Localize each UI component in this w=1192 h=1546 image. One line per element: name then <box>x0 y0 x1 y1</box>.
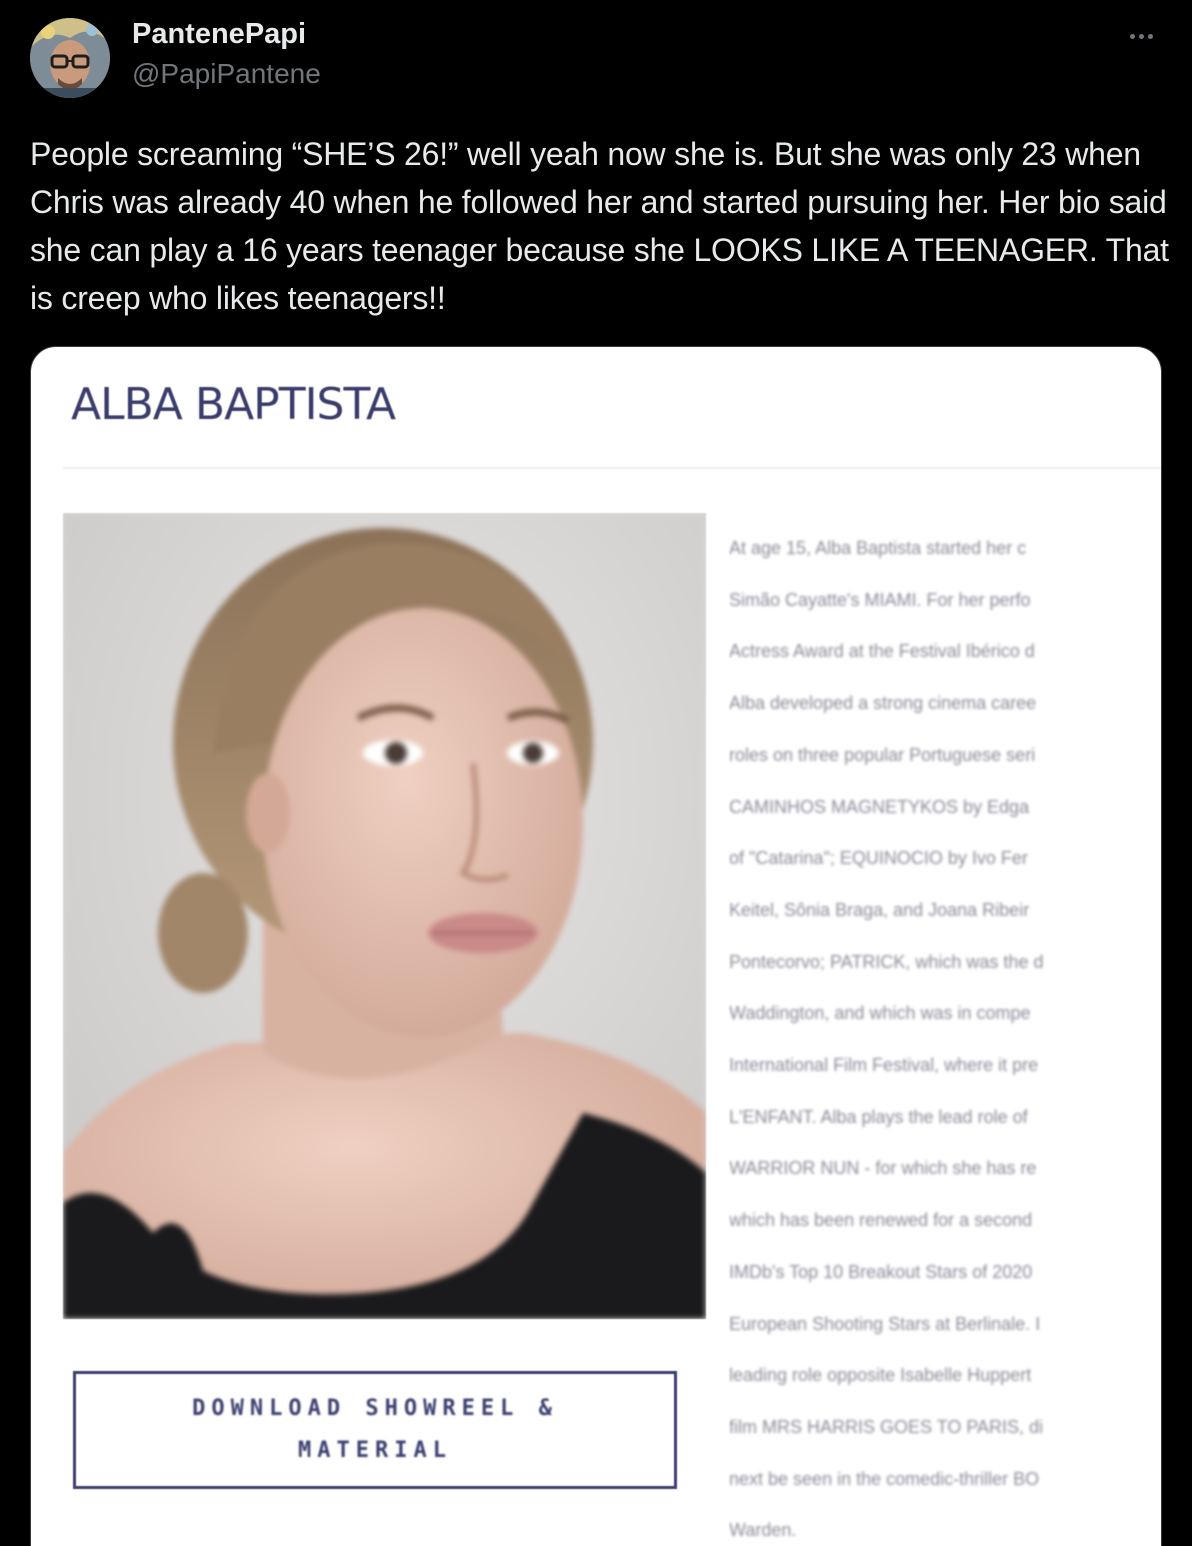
tweet-media-image[interactable] <box>30 346 1162 1546</box>
bio-line: WARRIOR NUN - for which she has re <box>729 1158 1037 1179</box>
avatar-image <box>30 18 110 98</box>
divider <box>63 467 1161 469</box>
download-showreel-label: DOWNLOAD SHOWREEL & MATERIAL <box>192 1396 558 1463</box>
bio-line: IMDb's Top 10 Breakout Stars of 2020 <box>729 1261 1033 1282</box>
bio-line: leading role opposite Isabelle Huppert <box>729 1365 1032 1386</box>
bio-line: of "Catarina"; EQUINOCIO by Ivo Fer <box>729 848 1028 869</box>
more-horizontal-icon-dot <box>1148 34 1153 39</box>
bio-line: L'ENFANT. Alba plays the lead role of <box>729 1106 1028 1127</box>
author-display-name[interactable]: PantenePapi <box>132 18 307 50</box>
avatar[interactable] <box>30 18 110 98</box>
bio-line: At age 15, Alba Baptista started her c <box>729 538 1027 558</box>
more-horizontal-icon <box>1130 34 1135 39</box>
author-handle[interactable]: @PapiPantene <box>132 58 321 89</box>
bio-line: Simão Cayatte's MIAMI. For her perfo <box>729 589 1031 610</box>
download-showreel-button[interactable] <box>73 1371 677 1489</box>
bio-line: Waddington, and which was in compe <box>729 1003 1031 1024</box>
bio-line: Actress Award at the Festival Ibérico d <box>729 641 1035 662</box>
bio-text <box>729 523 1161 1546</box>
more-options-button[interactable] <box>1118 22 1164 50</box>
bio-line: film MRS HARRIS GOES TO PARIS, di <box>729 1416 1044 1437</box>
tweet-text: People screaming “SHE’S 26!” well yeah now she is. But she was only 23 when Chris was already 40 when he followed her and started pursuing her. Her bio said she can play a 16 years teenager because she LOOKS LIKE A TEENAGER. That is creep who likes teenagers!! <box>30 136 1169 316</box>
portrait-photo <box>63 513 706 1319</box>
bio-line: Keitel, Sônia Braga, and Joana Ribeir <box>729 899 1030 920</box>
screenshot-content <box>31 347 1161 1546</box>
more-horizontal-icon-dot <box>1139 34 1144 39</box>
red-underline-annotation <box>691 1527 1091 1546</box>
bio-line: Alba developed a strong cinema caree <box>729 693 1037 714</box>
bio-line: Pontecorvo; PATRICK, which was the d <box>729 951 1044 972</box>
bio-line: next be seen in the comedic-thriller BO <box>729 1468 1040 1489</box>
page-title: ALBA BAPTISTA <box>71 379 396 430</box>
bio-line: CAMINHOS MAGNETYKOS by Edga <box>729 796 1030 817</box>
bio-line: roles on three popular Portuguese seri <box>729 744 1036 765</box>
bio-line: European Shooting Stars at Berlinale. I <box>729 1313 1041 1334</box>
bio-line: International Film Festival, where it pre <box>729 1055 1039 1076</box>
bio-line: Warden. <box>729 1520 797 1541</box>
bio-line: which has been renewed for a second <box>729 1210 1033 1231</box>
